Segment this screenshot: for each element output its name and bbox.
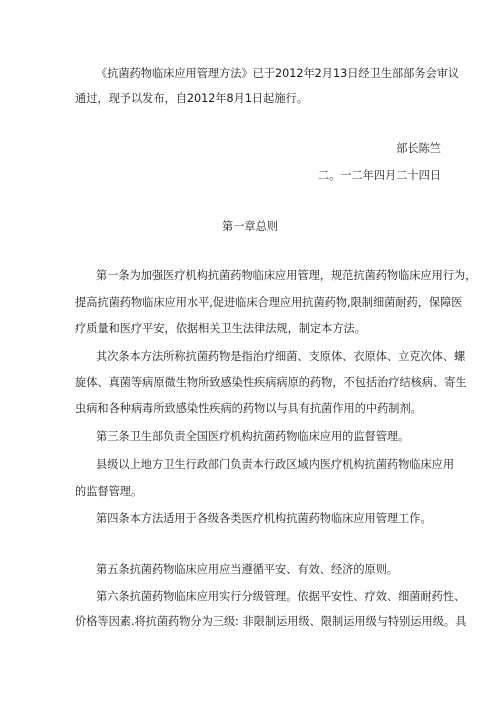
article-6-line-2: 价格等因素.将抗菌药物分为三级: 非限制运用级、限制运用级与特别运用级。具 [75,615,467,628]
article-1-line-1: 第一条为加强医疗机构抗菌药物临床应用管理，规范抗菌药物临床应用行为， [96,269,477,282]
article-3-line-1: 第三条卫生部负责全国医疗机构抗菌药物临床应用的监督管理。 [96,430,410,443]
article-2-line-2: 旋体、真菌等病原微生物所致感染性疾病病原的药物，不包括治疗结核病、寄生 [75,376,467,389]
article-6-line-1: 第六条抗菌药物临床应用实行分级管理。依据平安性、疗效、细菌耐药性、 [96,590,466,603]
chapter-title: 第一章总则 [222,220,278,233]
signature-title: 部长陈竺 [396,142,441,155]
article-2-line-3: 虫病和各种病毒所致感染性疾病的药物以与具有抗菌作用的中药制剂。 [75,402,422,415]
article-2-line-1: 其次条本方法所称抗菌药物是指治疗细菌、支原体、衣原体、立克次体、螺 [96,350,466,363]
article-3b-line-2: 的监督管理。 [75,485,143,498]
signature-date: 二。一二年四月二十四日 [317,169,441,182]
article-5-line-1: 第五条抗菌药物临床应用应当遵循平安、有效、经济的原则。 [96,563,399,576]
preamble-line-2: 通过，现予以发布，自2012年8月1日起施行。 [75,92,308,105]
article-3b-line-1: 县级以上地方卫生行政部门负责本行政区域内医疗机构抗菌药物临床应用 [96,458,455,471]
article-4-line-1: 第四条本方法适用于各级各类医疗机构抗菌药物临床应用管理工作。 [96,512,432,525]
article-1-line-3: 疗质量和医疗平安，依据相关卫生法律法规，制定本方法。 [75,322,366,335]
article-1-line-2: 提高抗菌药物临床应用水平,促进临床合理应用抗菌药物,限制细菌耐药，保障医 [75,296,463,309]
preamble-line-1: 《抗菌药物临床应用管理方法》已于2012年2月13日经卫生部部务会审议 [96,67,460,80]
